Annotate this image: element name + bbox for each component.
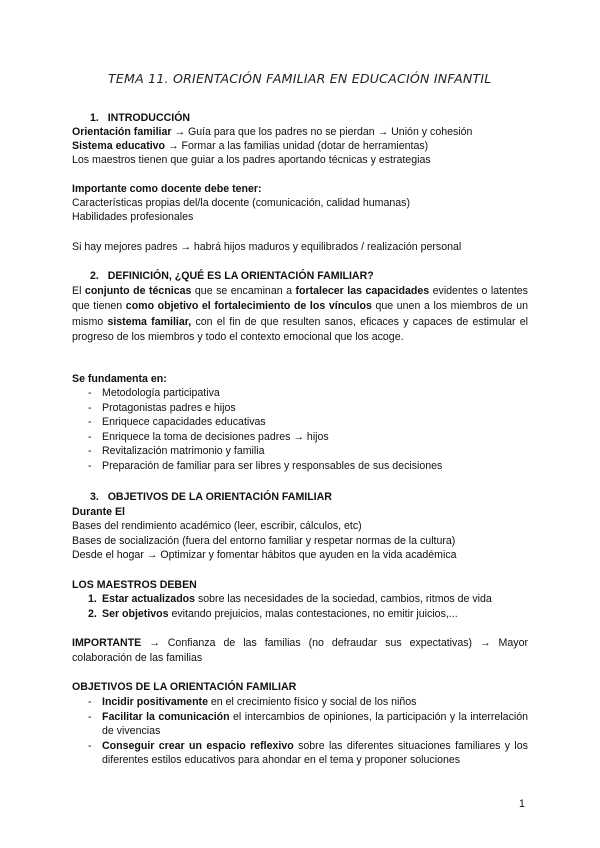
importante-item-2: Habilidades profesionales (72, 211, 194, 223)
intro-line-maestros: Los maestros tienen que guiar a los padres aportando técnicas y estrategias (72, 154, 431, 166)
importante-paragraph: IMPORTANTE → Confianza de las familias (no defraudar sus expectativas) → Mayor colaboración de las familias (72, 637, 528, 664)
durante-item-3: Desde el hogar → Optimizar y fomentar hábitos que ayuden en la vida académica (72, 549, 457, 561)
section-1-title: INTRODUCCIÓN (107, 112, 191, 124)
section-1-heading (72, 111, 546, 126)
section-2-number: 2. (90, 270, 99, 282)
maestros-heading: LOS MAESTROS DEBEN (72, 579, 197, 591)
list-item: - Incidir positivamente en el crecimiento físico y social de los niños (72, 695, 528, 710)
importante-item-1: Características propias del/la docente (comunicación, calidad humanas) (72, 197, 410, 209)
section-2-heading (72, 269, 546, 284)
mejores-padres-line: Si hay mejores padres → habrá hijos maduros y equilibrados / realización personal (72, 241, 462, 253)
intro-line-sistema (72, 139, 528, 154)
document-title: TEMA 11. ORIENTACIÓN FAMILIAR EN EDUCACIÓN INFANTIL (108, 71, 492, 86)
page-number: 1 (519, 798, 525, 810)
term-sistema-educativo: Sistema educativo (72, 140, 166, 152)
intro-line-orientacion (72, 125, 528, 140)
intro-line-1-text: → Guía para que los padres no se pierdan → Unión y cohesión (171, 126, 473, 138)
list-item: - Conseguir crear un espacio reflexivo sobre las diferentes situaciones familiares y los diferentes estilos educativos para ahondar en el tema y proponer soluciones (72, 739, 528, 768)
definition-paragraph: El conjunto de técnicas que se encaminan a fortalecer las capacidades evidentes o latentes que tienen como objetivo el fortalecimiento de los vínculos que unen a los miembros de un mismo sistema familiar, con el fin de que resulten sanos, eficaces y capaces de estimular el progreso de los miembros y todo el contexto emocional que los acoge. (72, 285, 528, 343)
fundamenta-list (72, 386, 528, 474)
objetivos-list (72, 695, 528, 768)
section-1-number: 1. (90, 112, 99, 124)
durante-item-2: Bases de socialización (fuera del entorno familiar y respetar normas de la cultura) (72, 535, 456, 547)
list-item: - Protagonistas padres e hijos (72, 401, 528, 416)
fundamenta-heading: Se fundamenta en: (72, 373, 167, 385)
list-item: 2. Ser objetivos evitando prejuicios, malas contestaciones, no emitir juicios,... (88, 607, 458, 620)
section-2-title: DEFINICIÓN, ¿QUÉ ES LA ORIENTACIÓN FAMILIAR? (107, 270, 374, 282)
list-item: - Facilitar la comunicación el intercambios de opiniones, la participación y la interrelación de vivencias (72, 710, 528, 739)
section-3-heading (72, 490, 546, 505)
durante-item-1: Bases del rendimiento académico (leer, escribir, cálculos, etc) (72, 520, 362, 532)
list-item: - Preparación de familiar para ser libres y responsables de sus decisiones (72, 459, 528, 474)
intro-line-2-text: → Formar a las familias unidad (dotar de herramientas) (165, 140, 429, 152)
section-3-number: 3. (90, 491, 99, 503)
list-item: - Enriquece la toma de decisiones padres → hijos (72, 430, 528, 445)
objetivos-heading: OBJETIVOS DE LA ORIENTACIÓN FAMILIAR (72, 681, 297, 693)
list-item: - Revitalización matrimonio y familia (72, 444, 528, 459)
importante-heading: Importante como docente debe tener: (72, 183, 262, 195)
list-item: 1. Estar actualizados sobre las necesidades de la sociedad, cambios, ritmos de vida (88, 593, 492, 605)
maestros-list (72, 592, 528, 621)
section-3-title: OBJETIVOS DE LA ORIENTACIÓN FAMILIAR (107, 491, 332, 503)
term-orientacion-familiar: Orientación familiar (72, 126, 172, 138)
list-item: - Metodología participativa (72, 386, 528, 401)
list-item: - Enriquece capacidades educativas (72, 415, 528, 430)
durante-heading: Durante El (72, 506, 125, 518)
